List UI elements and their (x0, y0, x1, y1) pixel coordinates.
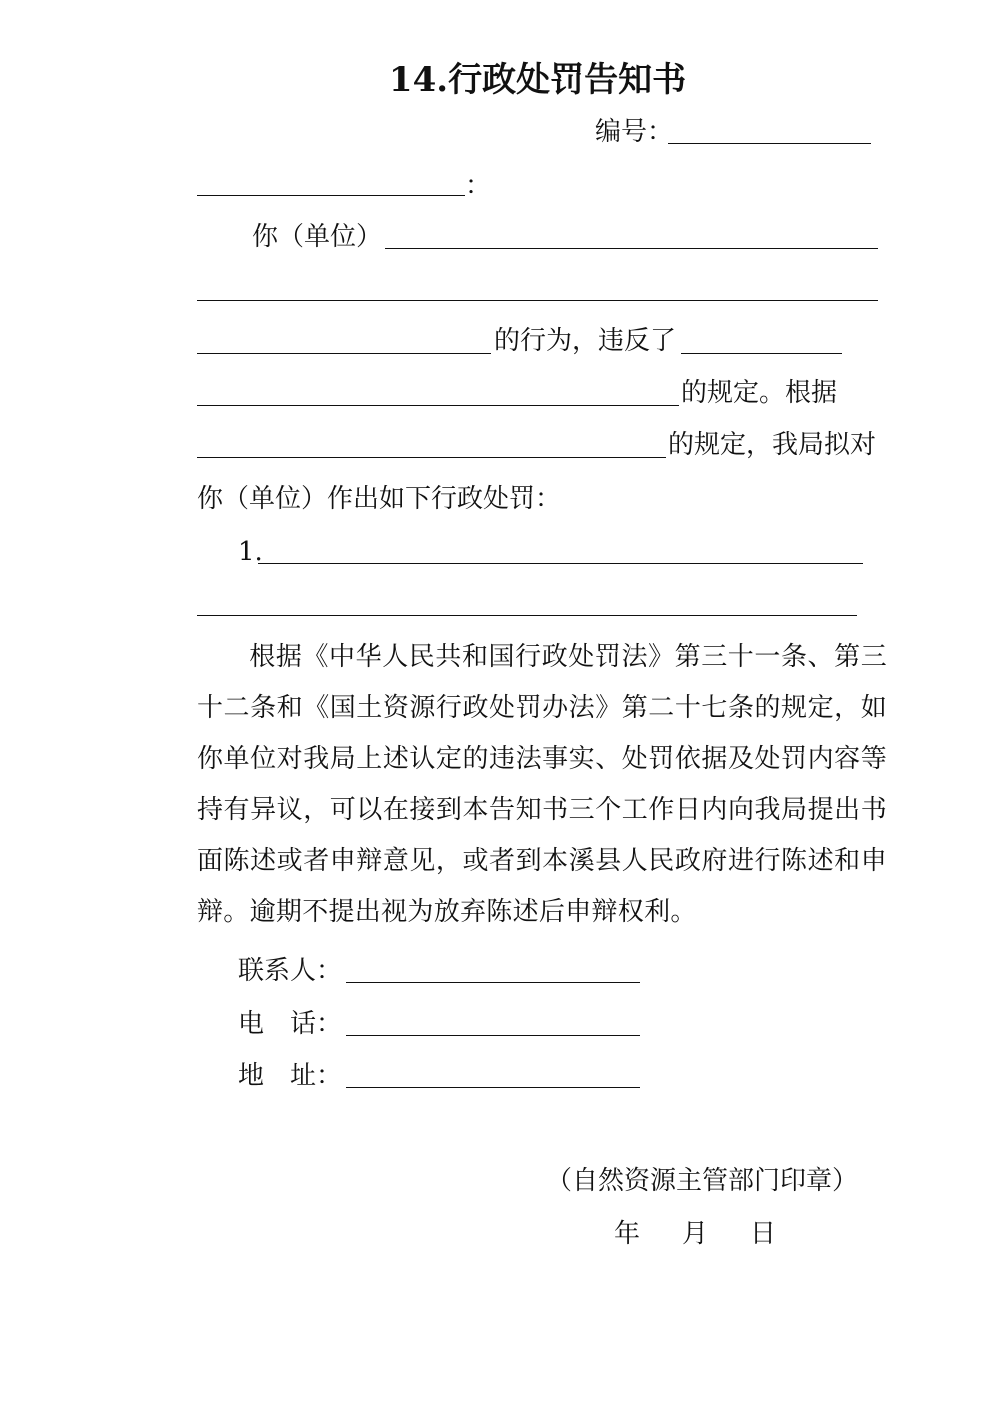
notice-paragraph: 根据《中华人民共和国行政处罚法》第三十一条、第三十二条和《国土资源行政处罚办法》第二十七条的规定，如你单位对我局上述认定的违法事实、处罚依据及处罚内容等持有异议，可以在接到本告知书三个工作日内向我局提出书面陈述或者申辩意见，或者到本溪县人民政府进行陈述和申辩。逾期不提出视为放弃陈述后申辩权利。 (197, 642, 887, 927)
unit-name-field[interactable] (385, 248, 878, 249)
date-year: 年 (614, 1219, 641, 1249)
penalty-item-number: 1. (238, 537, 263, 567)
violated-law-field[interactable] (681, 353, 842, 354)
violated-provision-field[interactable] (197, 405, 679, 406)
penalty-item-field[interactable] (258, 563, 863, 564)
address-label: 地 址： (238, 1061, 343, 1091)
behavior-field[interactable] (197, 353, 491, 354)
date-month: 月 (682, 1219, 709, 1249)
provision-suffix-1: 的规定。根据 (681, 378, 838, 408)
number-field[interactable] (668, 143, 871, 144)
description-field-line-2[interactable] (197, 300, 878, 301)
you-unit-label: 你（单位） (252, 222, 383, 252)
contact-person-field[interactable] (346, 982, 640, 983)
date-day: 日 (750, 1219, 777, 1249)
phone-label: 电 话： (238, 1009, 343, 1039)
penalty-basis-field[interactable] (197, 457, 666, 458)
document-title: 14.行政处罚告知书 (388, 60, 687, 100)
recipient-field[interactable] (197, 195, 465, 196)
provision-suffix-2: 的规定，我局拟对 (668, 430, 877, 460)
seal-text: （自然资源主管部门印章） (546, 1166, 859, 1196)
contact-person-label: 联系人： (238, 956, 343, 986)
behavior-suffix: 的行为，违反了 (494, 326, 677, 356)
phone-field[interactable] (346, 1035, 640, 1036)
recipient-colon: ： (465, 171, 492, 201)
penalty-intro: 你（单位）作出如下行政处罚： (197, 484, 562, 514)
number-label: 编号： (595, 117, 674, 147)
penalty-item-field-line-2[interactable] (197, 615, 857, 616)
address-field[interactable] (346, 1087, 640, 1088)
